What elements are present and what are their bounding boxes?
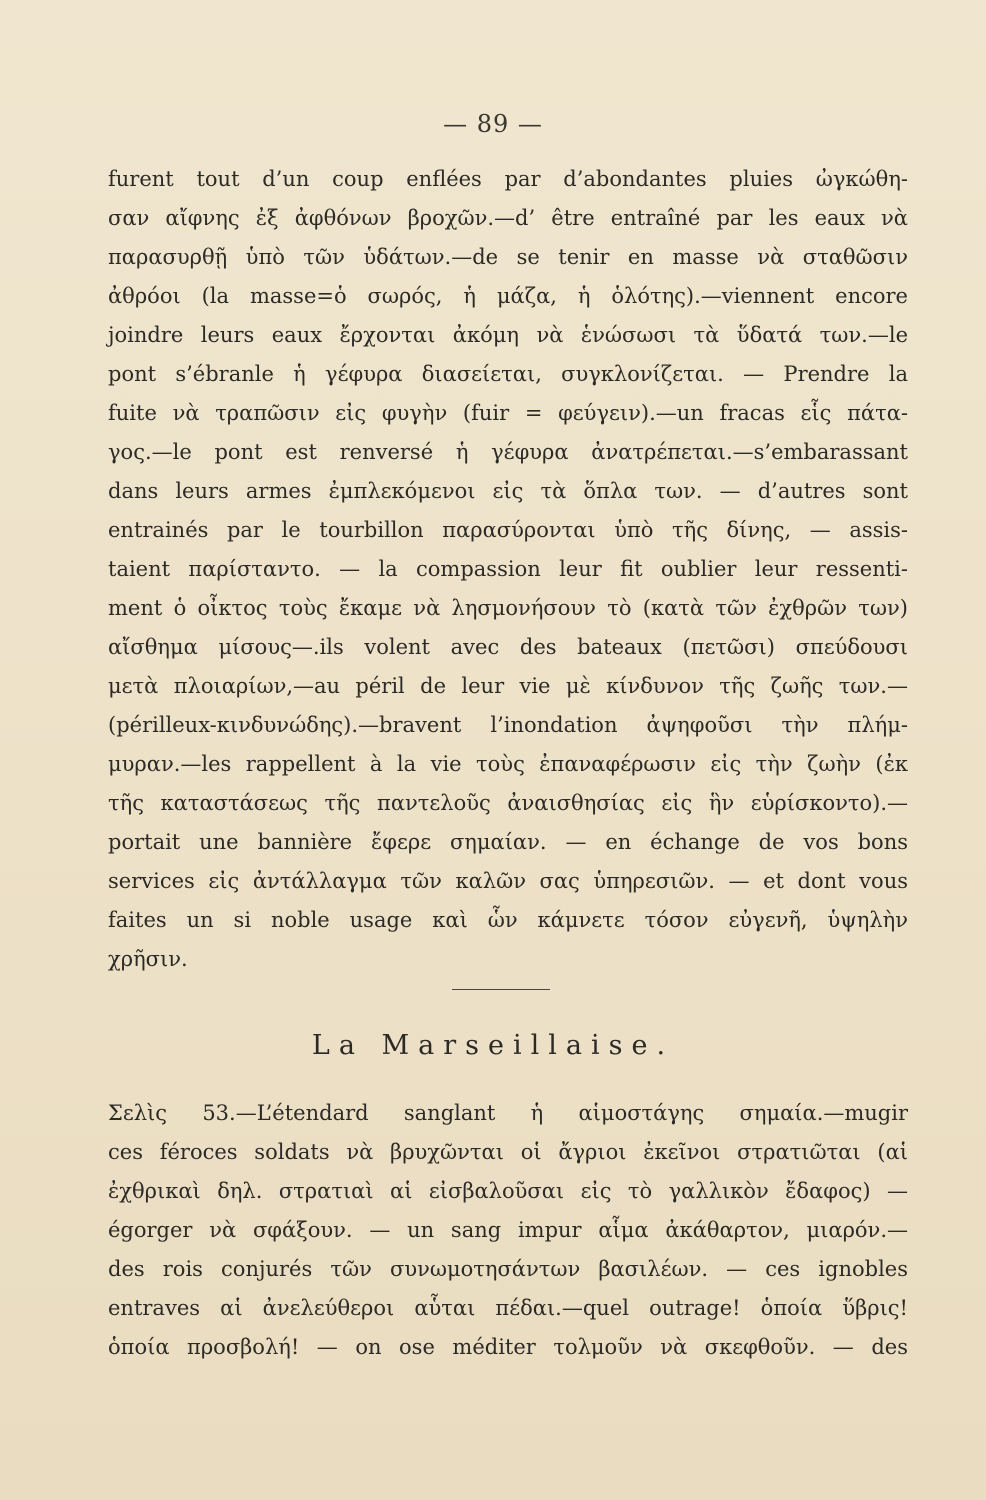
text-line: portait une bannière ἔφερε σημαίαν. — en échange de vos bons (108, 830, 908, 854)
vocabulary-paragraph (108, 160, 908, 979)
text-line: taient παρίσταντο. — la compassion leur fit oublier leur ressenti- (108, 557, 908, 581)
page-number: — 89 — (443, 110, 543, 138)
text-line: ἐχθρικαὶ δηλ. στρατιαὶ αἱ εἰσβαλοῦσαι εἰς τὸ γαλλικὸν ἔδαφος) — (108, 1179, 908, 1203)
text-line: (périlleux-κινδυνώδης).—bravent l’inondation ἀψηφοῦσι τὴν πλήμ- (108, 713, 908, 737)
text-line: entraves αἱ ἀνελεύθεροι αὗται πέδαι.—quel outrage! ὁποία ὕβρις! (108, 1296, 908, 1320)
text-line: furent tout d’un coup enflées par d’abondantes pluies ὠγκώθη- (108, 167, 908, 191)
text-line: ment ὁ οἶκτος τοὺς ἔκαμε νὰ λησμονήσουν τὸ (κατὰ τῶν ἐχθρῶν των) (108, 596, 908, 620)
text-line: σαν αἴφνης ἐξ ἀφθόνων βροχῶν.—d’ être entraîné par les eaux νὰ (108, 206, 908, 230)
text-line: ἀθρόοι (la masse=ὁ σωρός, ἡ μάζα, ἡ ὁλότης).—viennent encore (108, 284, 908, 308)
text-line: des rois conjurés τῶν συνωμοτησάντων βασιλέων. — ces ignobles (108, 1257, 908, 1281)
text-line: γος.—le pont est renversé ἡ γέφυρα ἀνατρέπεται.—s’embarassant (108, 440, 908, 464)
section-divider (452, 989, 550, 990)
text-line: ces féroces soldats νὰ βρυχῶνται οἱ ἄγριοι ἐκεῖνοι στρατιῶται (αἱ (108, 1140, 908, 1164)
text-line: services εἰς ἀντάλλαγμα τῶν καλῶν σας ὑπηρεσιῶν. — et dont vous (108, 869, 908, 893)
text-line: entrainés par le tourbillon παρασύρονται ὑπὸ τῆς δίνης, — assis- (108, 518, 908, 542)
text-line: égorger νὰ σφάξουν. — un sang impur αἷμα ἀκάθαρτον, μιαρόν.— (108, 1218, 908, 1242)
text-line: παρασυρθῇ ὑπὸ τῶν ὑδάτων.—de se tenir en masse νὰ σταθῶσιν (108, 245, 908, 269)
text-line: fuite νὰ τραπῶσιν εἰς φυγὴν (fuir = φεύγειν).—un fracas εἷς πάτα- (108, 401, 908, 425)
text-line: pont s’ébranle ἡ γέφυρα διασείεται, συγκλονίζεται. — Prendre la (108, 362, 908, 386)
section-title: La Marseillaise. (311, 1030, 675, 1061)
text-line: μετὰ πλοιαρίων,—au péril de leur vie μὲ κίνδυνον τῆς ζωῆς των.— (108, 674, 908, 698)
text-line: αἴσθημα μίσους—.ils volent avec des bateaux (πετῶσι) σπεύδουσι (108, 635, 908, 659)
text-line: μυραν.—les rappellent à la vie τοὺς ἐπαναφέρωσιν εἰς τὴν ζωὴν (ἐκ (108, 752, 908, 776)
text-line: χρῆσιν. (108, 947, 188, 971)
text-line: Σελὶς 53.—L’étendard sanglant ἡ αἱμοστάγης σημαία.—mugir (108, 1101, 908, 1125)
text-line: ὁποία προσβολή! — on ose méditer τολμοῦν νὰ σκεφθοῦν. — des (108, 1335, 908, 1359)
text-line: joindre leurs eaux ἔρχονται ἀκόμη νὰ ἑνώσωσι τὰ ὕδατά των.—le (108, 323, 908, 347)
text-line: τῆς καταστάσεως τῆς παντελοῦς ἀναισθησίας εἰς ἣν εὑρίσκοντο).— (108, 791, 908, 815)
text-line: faites un si noble usage καὶ ὧν κάμνετε τόσον εὐγενῆ, ὑψηλὴν (108, 908, 908, 932)
marseillaise-paragraph (108, 1094, 908, 1367)
text-line: dans leurs armes ἐμπλεκόμενοι εἰς τὰ ὅπλα των. — d’autres sont (108, 479, 908, 503)
